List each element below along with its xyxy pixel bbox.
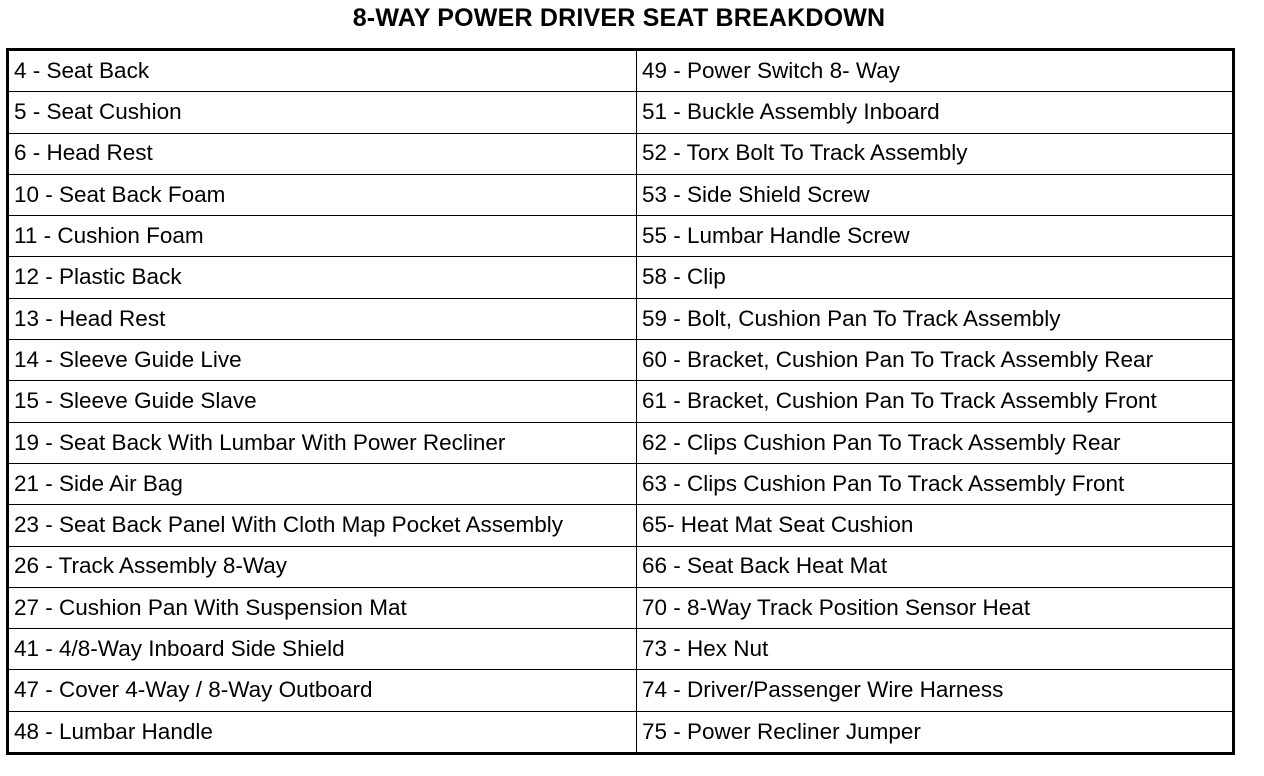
table-row (8, 587, 1234, 628)
part-cell-left: 19 - Seat Back With Lumbar With Power Recliner (8, 422, 637, 463)
part-cell-right: 74 - Driver/Passenger Wire Harness (637, 670, 1234, 711)
table-row (8, 463, 1234, 504)
table-row (8, 505, 1234, 546)
table-row (8, 711, 1234, 753)
part-cell-right: 49 - Power Switch 8- Way (637, 50, 1234, 92)
part-cell-left: 14 - Sleeve Guide Live (8, 340, 637, 381)
part-cell-right: 75 - Power Recliner Jumper (637, 711, 1234, 753)
part-cell-left: 26 - Track Assembly 8-Way (8, 546, 637, 587)
part-cell-left: 23 - Seat Back Panel With Cloth Map Pocket Assembly (8, 505, 637, 546)
table-row (8, 92, 1234, 133)
table-row (8, 381, 1234, 422)
table-row (8, 298, 1234, 339)
table-row (8, 340, 1234, 381)
part-cell-right: 73 - Hex Nut (637, 629, 1234, 670)
part-cell-left: 15 - Sleeve Guide Slave (8, 381, 637, 422)
table-row (8, 257, 1234, 298)
part-cell-right: 52 - Torx Bolt To Track Assembly (637, 133, 1234, 174)
part-cell-left: 41 - 4/8-Way Inboard Side Shield (8, 629, 637, 670)
part-cell-left: 10 - Seat Back Foam (8, 174, 637, 215)
part-cell-right: 59 - Bolt, Cushion Pan To Track Assembly (637, 298, 1234, 339)
part-cell-right: 70 - 8-Way Track Position Sensor Heat (637, 587, 1234, 628)
table-row (8, 422, 1234, 463)
table-row (8, 216, 1234, 257)
part-cell-left: 47 - Cover 4-Way / 8-Way Outboard (8, 670, 637, 711)
table-row (8, 133, 1234, 174)
table-row (8, 174, 1234, 215)
part-cell-left: 5 - Seat Cushion (8, 92, 637, 133)
part-cell-right: 51 - Buckle Assembly Inboard (637, 92, 1234, 133)
part-cell-right: 60 - Bracket, Cushion Pan To Track Assembly Rear (637, 340, 1234, 381)
part-cell-left: 27 - Cushion Pan With Suspension Mat (8, 587, 637, 628)
page-title: 8-WAY POWER DRIVER SEAT BREAKDOWN (352, 4, 886, 32)
table-row (8, 670, 1234, 711)
part-cell-right: 65- Heat Mat Seat Cushion (637, 505, 1234, 546)
part-cell-left: 21 - Side Air Bag (8, 463, 637, 504)
part-cell-left: 12 - Plastic Back (8, 257, 637, 298)
table-row (8, 629, 1234, 670)
table-row (8, 546, 1234, 587)
part-cell-right: 53 - Side Shield Screw (637, 174, 1234, 215)
part-cell-right: 66 - Seat Back Heat Mat (637, 546, 1234, 587)
parts-table (6, 48, 1235, 755)
part-cell-right: 58 - Clip (637, 257, 1234, 298)
part-cell-left: 11 - Cushion Foam (8, 216, 637, 257)
part-cell-right: 61 - Bracket, Cushion Pan To Track Assembly Front (637, 381, 1234, 422)
part-cell-left: 48 - Lumbar Handle (8, 711, 637, 753)
part-cell-left: 6 - Head Rest (8, 133, 637, 174)
part-cell-right: 55 - Lumbar Handle Screw (637, 216, 1234, 257)
part-cell-left: 4 - Seat Back (8, 50, 637, 92)
parts-table-body (8, 50, 1234, 754)
table-row (8, 50, 1234, 92)
part-cell-right: 62 - Clips Cushion Pan To Track Assembly Rear (637, 422, 1234, 463)
part-cell-left: 13 - Head Rest (8, 298, 637, 339)
part-cell-right: 63 - Clips Cushion Pan To Track Assembly Front (637, 463, 1234, 504)
